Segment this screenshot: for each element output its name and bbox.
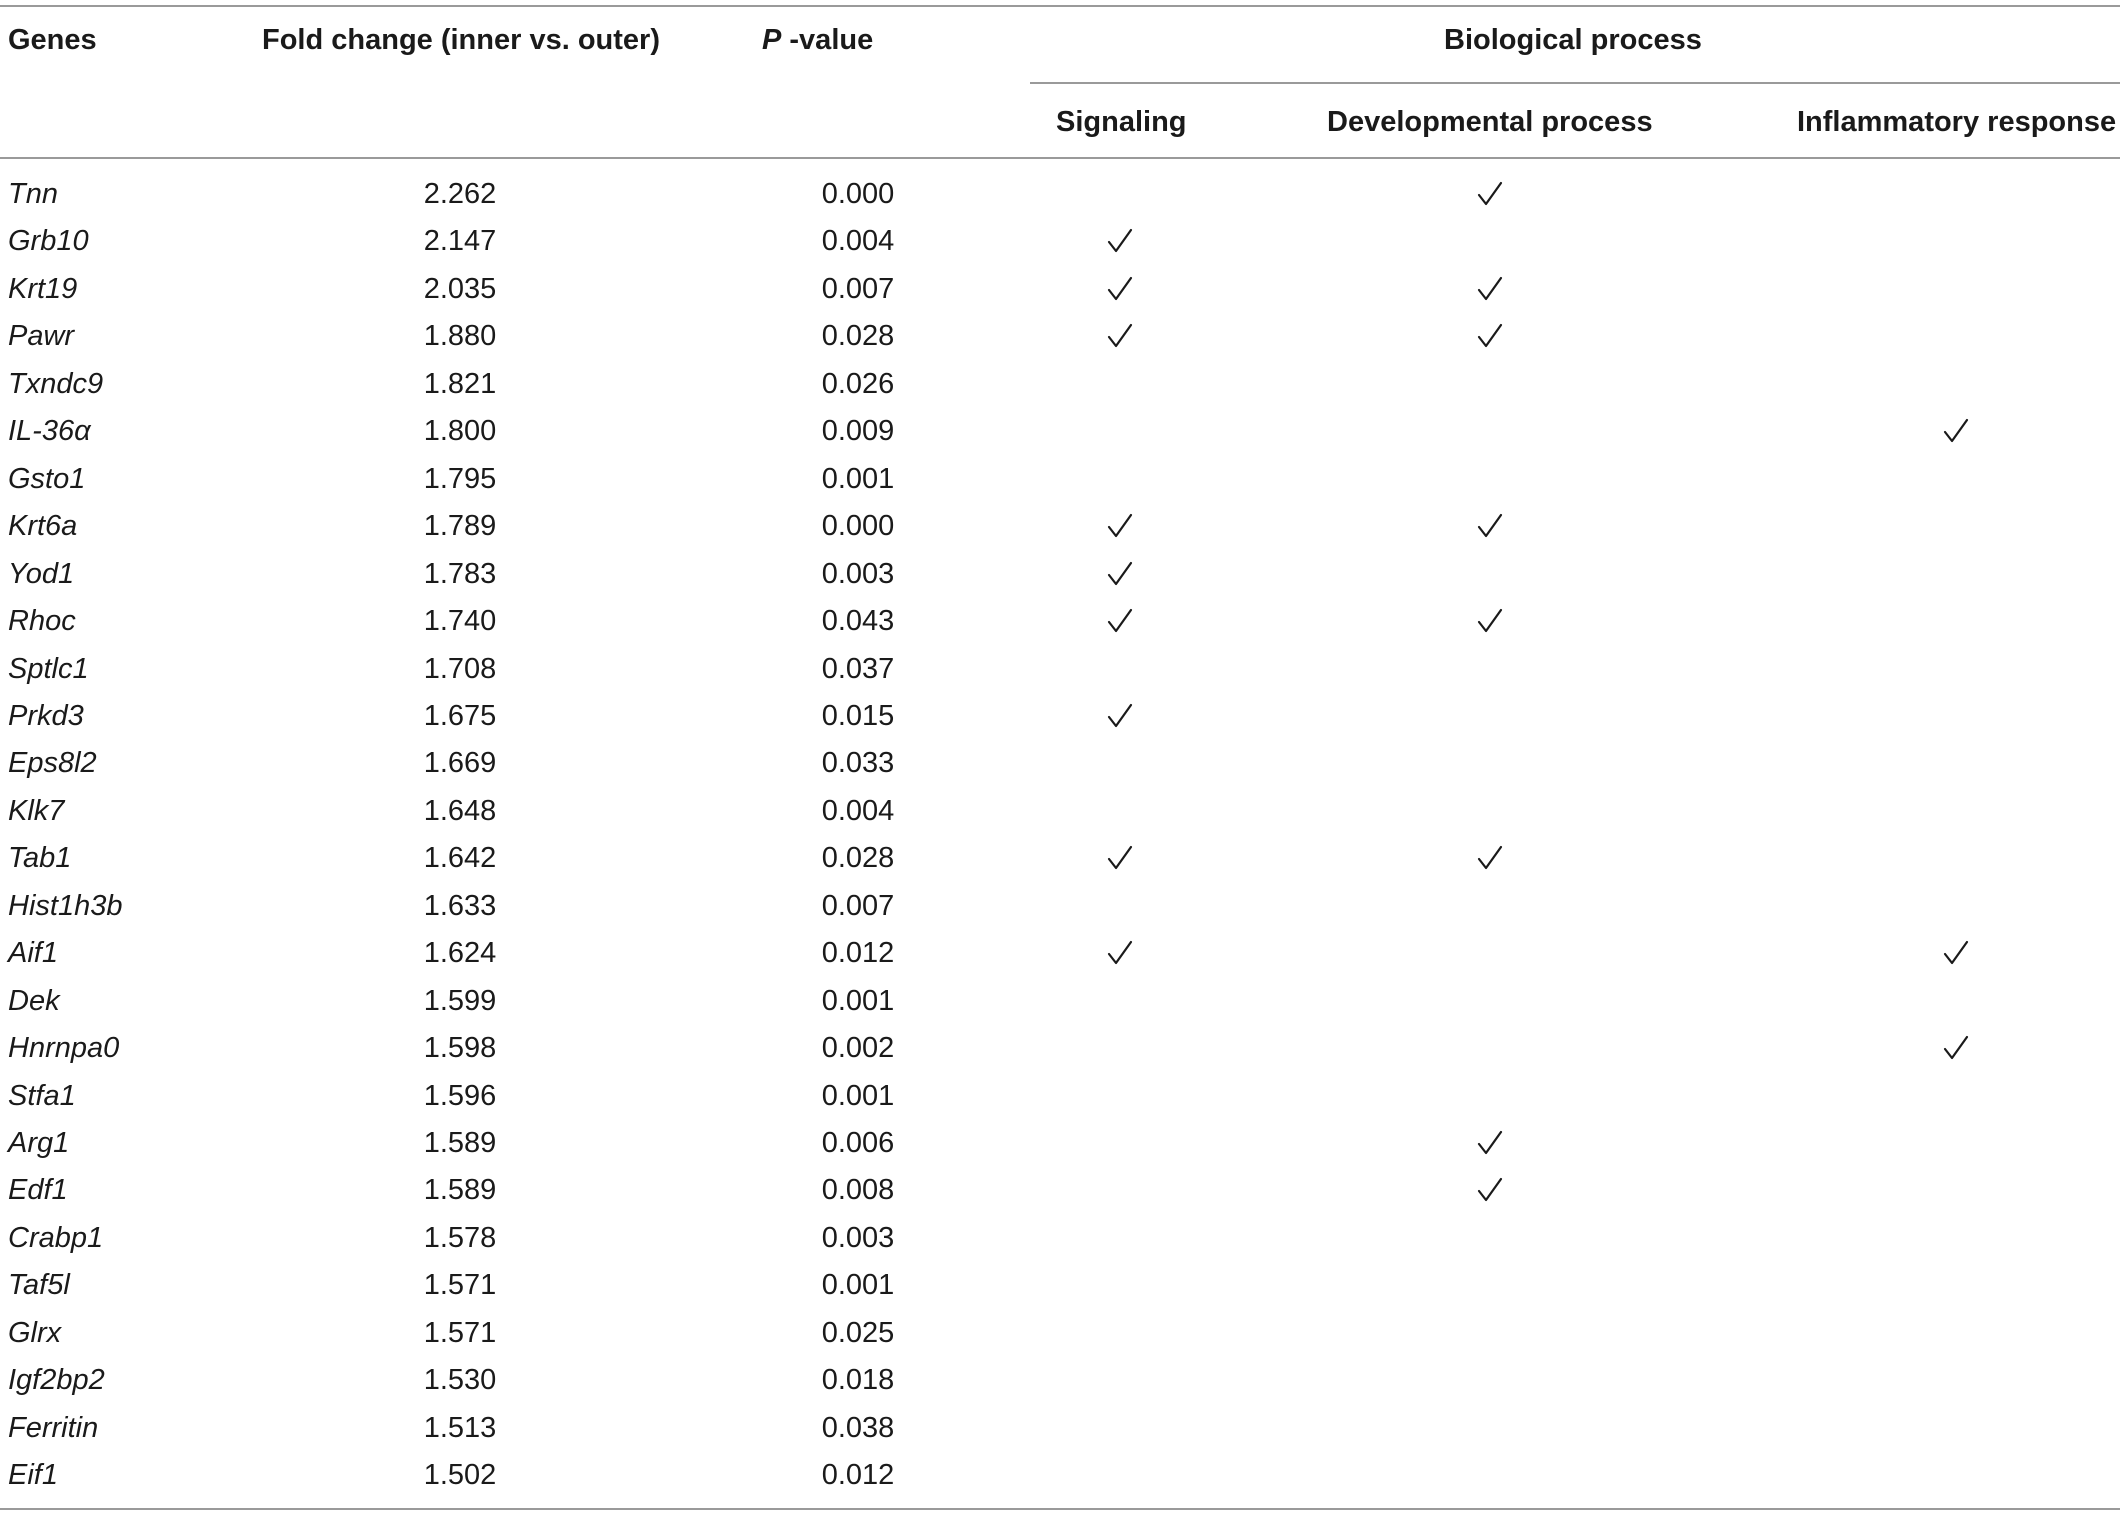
fold-change-value: 1.648 xyxy=(423,794,497,827)
developmental-check-mark-icon xyxy=(1475,843,1505,873)
p-value: 0.037 xyxy=(821,652,895,685)
p-value: 0.001 xyxy=(821,1079,895,1112)
fold-change-value: 1.599 xyxy=(423,984,497,1017)
header-developmental: Developmental process xyxy=(1327,106,1653,138)
fold-change-value: 1.530 xyxy=(423,1364,497,1397)
p-value: 0.001 xyxy=(821,1269,895,1302)
fold-change-value: 2.262 xyxy=(423,178,497,210)
gene-name: Krt19 xyxy=(8,272,78,305)
header-p-value-rest: -value xyxy=(781,24,874,56)
gene-name: Hnrnpa0 xyxy=(8,1032,120,1065)
gene-name: Aif1 xyxy=(8,937,58,970)
gene-name: Krt6a xyxy=(8,510,78,543)
p-value: 0.033 xyxy=(821,747,895,780)
p-value: 0.043 xyxy=(821,605,895,638)
gene-name: Igf2bp2 xyxy=(8,1364,105,1397)
developmental-check-mark-icon xyxy=(1475,1175,1505,1205)
p-value: 0.028 xyxy=(821,320,895,353)
p-value: 0.007 xyxy=(821,272,895,305)
fold-change-value: 1.789 xyxy=(423,510,497,543)
p-value: 0.000 xyxy=(821,178,895,210)
gene-name: Hist1h3b xyxy=(8,889,123,922)
fold-change-value: 1.740 xyxy=(423,605,497,638)
fold-change-value: 1.795 xyxy=(423,462,497,495)
inflammatory-check-mark-icon xyxy=(1941,1033,1971,1063)
fold-change-value: 1.624 xyxy=(423,937,497,970)
gene-name: Glrx xyxy=(8,1316,62,1349)
p-value: 0.025 xyxy=(821,1316,895,1349)
gene-name: IL-36α xyxy=(8,415,91,448)
fold-change-value: 1.880 xyxy=(423,320,497,353)
fold-change-value: 1.821 xyxy=(423,367,497,400)
fold-change-value: 1.502 xyxy=(423,1459,497,1492)
gene-name: Tnn xyxy=(8,178,58,210)
signaling-check-mark-icon xyxy=(1105,511,1135,541)
p-value: 0.028 xyxy=(821,842,895,875)
gene-name: Arg1 xyxy=(8,1127,70,1159)
signaling-check-mark-icon xyxy=(1105,938,1135,968)
gene-name: Rhoc xyxy=(8,605,76,638)
inflammatory-check-mark-icon xyxy=(1941,938,1971,968)
fold-change-value: 1.598 xyxy=(423,1032,497,1065)
p-value: 0.004 xyxy=(821,225,895,258)
signaling-check-mark-icon xyxy=(1105,274,1135,304)
gene-name: Yod1 xyxy=(8,557,75,590)
fold-change-value: 1.783 xyxy=(423,557,497,590)
gene-name: Edf1 xyxy=(8,1174,68,1207)
fold-change-value: 1.642 xyxy=(423,842,497,875)
p-value: 0.003 xyxy=(821,1221,895,1254)
gene-name: Dek xyxy=(8,984,60,1017)
header-inflammatory: Inflammatory response xyxy=(1797,106,2117,138)
fold-change-value: 1.675 xyxy=(423,699,497,732)
p-value: 0.012 xyxy=(821,937,895,970)
fold-change-value: 1.800 xyxy=(423,415,497,448)
gene-name: Gsto1 xyxy=(8,462,86,495)
header-biological-process: Biological process xyxy=(1444,24,1702,56)
gene-name: Eps8l2 xyxy=(8,747,97,780)
header-signaling: Signaling xyxy=(1056,106,1187,138)
developmental-check-mark-icon xyxy=(1475,511,1505,541)
fold-change-value: 1.633 xyxy=(423,889,497,922)
gene-name: Taf5l xyxy=(8,1269,70,1302)
fold-change-value: 1.571 xyxy=(423,1269,497,1302)
fold-change-value: 2.147 xyxy=(423,225,497,258)
header-fold-change: Fold change (inner vs. outer) xyxy=(262,24,660,56)
gene-name: Eif1 xyxy=(8,1459,58,1492)
fold-change-value: 1.589 xyxy=(423,1174,497,1207)
p-value: 0.003 xyxy=(821,557,895,590)
gene-name: Sptlc1 xyxy=(8,652,89,685)
p-value: 0.001 xyxy=(821,462,895,495)
signaling-check-mark-icon xyxy=(1105,843,1135,873)
p-value: 0.000 xyxy=(821,510,895,543)
gene-name: Crabp1 xyxy=(8,1221,104,1254)
fold-change-value: 1.589 xyxy=(423,1127,497,1159)
p-value: 0.008 xyxy=(821,1174,895,1207)
bottom-rule xyxy=(0,1508,2120,1510)
fold-change-value: 1.669 xyxy=(423,747,497,780)
fold-change-value: 1.578 xyxy=(423,1221,497,1254)
p-value: 0.009 xyxy=(821,415,895,448)
inflammatory-check-mark-icon xyxy=(1941,416,1971,446)
gene-name: Pawr xyxy=(8,320,75,353)
p-value: 0.015 xyxy=(821,699,895,732)
gene-name: Ferritin xyxy=(8,1411,99,1444)
header-p-value-italic: P xyxy=(762,24,782,56)
signaling-check-mark-icon xyxy=(1105,559,1135,589)
gene-name: Grb10 xyxy=(8,225,89,258)
signaling-check-mark-icon xyxy=(1105,226,1135,256)
gene-name: Stfa1 xyxy=(8,1079,76,1112)
gene-name: Tab1 xyxy=(8,842,72,875)
fold-change-value: 1.513 xyxy=(423,1411,497,1444)
developmental-check-mark-icon xyxy=(1475,606,1505,636)
developmental-check-mark-icon xyxy=(1475,321,1505,351)
p-value: 0.026 xyxy=(821,367,895,400)
gene-name: Prkd3 xyxy=(8,699,84,732)
p-value: 0.012 xyxy=(821,1459,895,1492)
signaling-check-mark-icon xyxy=(1105,606,1135,636)
p-value: 0.038 xyxy=(821,1411,895,1444)
top-rule xyxy=(0,5,2120,7)
signaling-check-mark-icon xyxy=(1105,321,1135,351)
developmental-check-mark-icon xyxy=(1475,274,1505,304)
fold-change-value: 1.571 xyxy=(423,1316,497,1349)
p-value: 0.004 xyxy=(821,794,895,827)
process-group-rule xyxy=(1030,82,2120,84)
header-bottom-rule xyxy=(0,157,2120,159)
fold-change-value: 1.596 xyxy=(423,1079,497,1112)
fold-change-value: 1.708 xyxy=(423,652,497,685)
p-value: 0.002 xyxy=(821,1032,895,1065)
p-value: 0.007 xyxy=(821,889,895,922)
gene-name: Klk7 xyxy=(8,794,65,827)
p-value: 0.001 xyxy=(821,984,895,1017)
gene-name: Txndc9 xyxy=(8,367,104,400)
fold-change-value: 2.035 xyxy=(423,272,497,305)
p-value: 0.006 xyxy=(821,1127,895,1159)
header-p-value xyxy=(762,22,873,58)
developmental-check-mark-icon xyxy=(1475,1128,1505,1158)
header-genes: Genes xyxy=(8,24,97,56)
p-value: 0.018 xyxy=(821,1364,895,1397)
developmental-check-mark-icon xyxy=(1475,179,1505,209)
signaling-check-mark-icon xyxy=(1105,701,1135,731)
